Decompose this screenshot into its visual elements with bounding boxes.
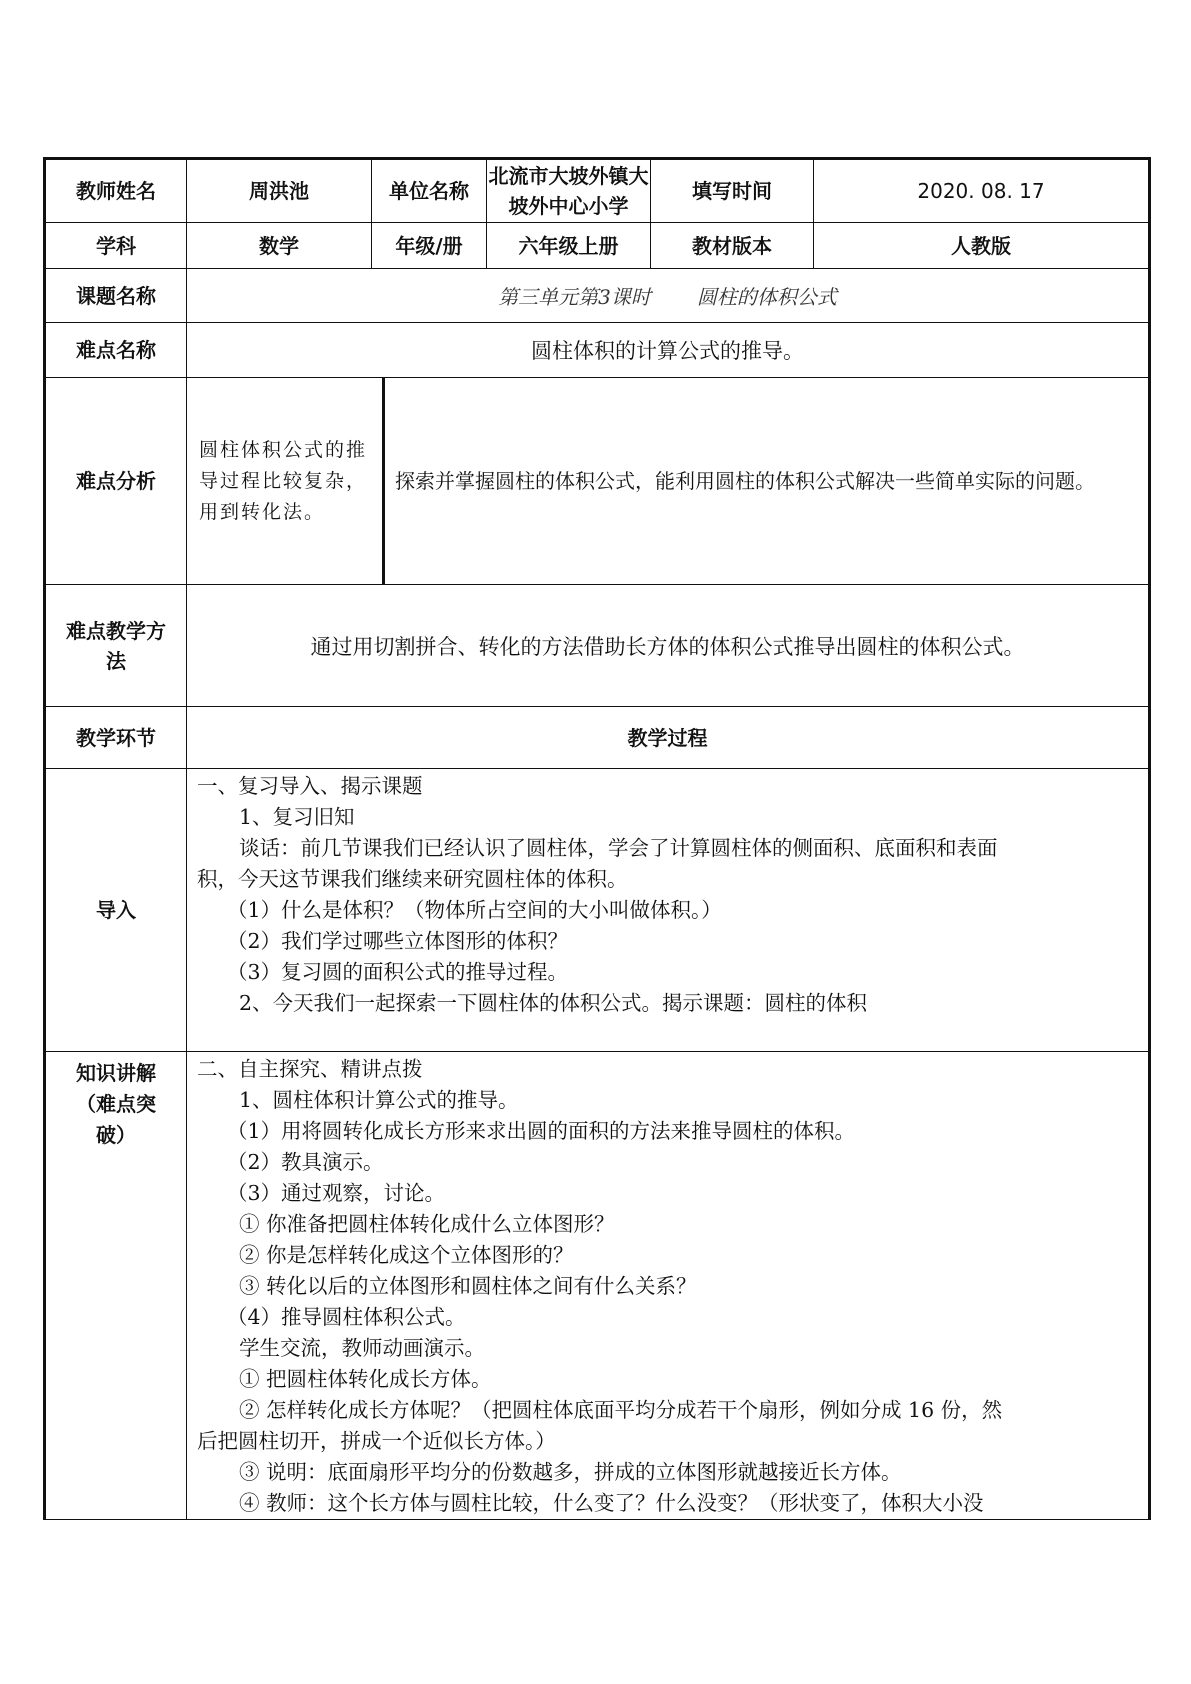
knowledge-line-14: ③ 说明：底面扇形平均分的份数越多，拼成的立体图形就越接近长方体。 [239,1460,902,1484]
knowledge-line-13: 后把圆柱切开，拼成一个近似长方体。） [197,1429,556,1453]
knowledge-line-1: 二、自主探究、精讲点拨 [197,1057,423,1081]
knowledge-line-6: ① 你准备把圆柱体转化成什么立体图形？ [239,1212,615,1236]
intro-content [187,769,1150,1052]
analysis-right-text: 探索并掌握圆柱的体积公式，能利用圆柱的体积公式解决一些简单实际的问题。 [384,378,1150,585]
knowledge-stage-line-2: （难点突 [76,1092,156,1116]
topic-title: 圆柱的体积公式 [696,285,837,309]
process-header-row [45,707,1150,769]
unit-name-label: 单位名称 [372,159,487,223]
topic-value [187,269,1150,323]
unit-name-line-2: 坡外中心小学 [508,194,629,218]
grade-value: 六年级上册 [487,223,651,269]
grade-label: 年级/册 [372,223,487,269]
analysis-left-text: 圆柱体积公式的推导过程比较复杂，用到转化法。 [187,378,384,585]
knowledge-line-15: ④ 教师：这个长方体与圆柱比较，什么变了？什么没变？（形状变了，体积大小没 [239,1491,984,1515]
knowledge-line-10: 学生交流，教师动画演示。 [239,1336,485,1360]
method-label-line-1: 难点教学方 [66,618,166,643]
difficulty-label: 难点名称 [45,323,187,378]
unit-name-value [487,159,651,223]
knowledge-line-2: 1、圆柱体积计算公式的推导。 [239,1088,519,1112]
knowledge-stage-label [45,1052,187,1520]
intro-line-4: 积，今天这节课我们继续来研究圆柱体的体积。 [197,867,628,891]
intro-stage-label: 导入 [45,769,187,1052]
intro-line-5: （1）什么是体积？（物体所占空间的大小叫做体积。） [227,898,722,922]
knowledge-stage-line-3: 破） [96,1123,136,1147]
unit-name-line-1: 北流市大坡外镇大 [488,164,649,188]
stage-header-label: 教学环节 [45,707,187,769]
knowledge-line-3: （1）用将圆转化成长方形来求出圆的面积的方法来推导圆柱的体积。 [227,1119,856,1143]
subject-value: 数学 [187,223,372,269]
analysis-label: 难点分析 [45,378,187,585]
knowledge-content [187,1052,1150,1520]
header-row-2 [45,223,1150,269]
knowledge-line-9: （4）推导圆柱体积公式。 [227,1305,466,1329]
intro-line-1: 一、复习导入、揭示课题 [197,774,423,798]
intro-line-3: 谈话：前几节课我们已经认识了圆柱体，学会了计算圆柱体的侧面积、底面积和表面 [239,836,998,860]
method-label [45,585,187,707]
teacher-name-value: 周洪池 [187,159,372,223]
method-row [45,585,1150,707]
knowledge-stage-line-1: 知识讲解 [76,1061,156,1085]
method-value: 通过用切割拼合、转化的方法借助长方体的体积公式推导出圆柱的体积公式。 [187,585,1150,707]
teacher-name-label: 教师姓名 [45,159,187,223]
intro-line-7: （3）复习圆的面积公式的推导过程。 [227,960,569,984]
subject-label: 学科 [45,223,187,269]
fill-time-label: 填写时间 [651,159,814,223]
knowledge-line-7: ② 你是怎样转化成这个立体图形的？ [239,1243,574,1267]
knowledge-line-11: ① 把圆柱体转化成长方体。 [239,1367,492,1391]
textbook-label: 教材版本 [651,223,814,269]
knowledge-line-8: ③ 转化以后的立体图形和圆柱体之间有什么关系？ [239,1274,697,1298]
lesson-plan-table [43,157,1151,1520]
difficulty-row [45,323,1150,378]
intro-line-8: 2、今天我们一起探索一下圆柱体的体积公式。揭示课题：圆柱的体积 [239,991,868,1015]
knowledge-line-4: （2）教具演示。 [227,1150,384,1174]
knowledge-line-12: ② 怎样转化成长方体呢？（把圆柱体底面平均分成若干个扇形，例如分成 16 份，然 [239,1398,1003,1422]
knowledge-line-5: （3）通过观察，讨论。 [227,1181,446,1205]
analysis-row [45,378,1150,585]
textbook-value: 人教版 [814,223,1150,269]
topic-row [45,269,1150,323]
intro-line-2: 1、复习旧知 [239,805,355,829]
difficulty-value: 圆柱体积的计算公式的推导。 [187,323,1150,378]
intro-row [45,769,1150,1052]
topic-label: 课题名称 [45,269,187,323]
process-header-label: 教学过程 [187,707,1150,769]
knowledge-row [45,1052,1150,1520]
topic-unit-lesson: 第三单元第3课时 [498,285,651,309]
header-row-1 [45,159,1150,223]
fill-time-value: 2020. 08. 17 [814,159,1150,223]
method-label-line-2: 法 [106,648,126,673]
intro-line-6: （2）我们学过哪些立体图形的体积？ [227,929,569,953]
